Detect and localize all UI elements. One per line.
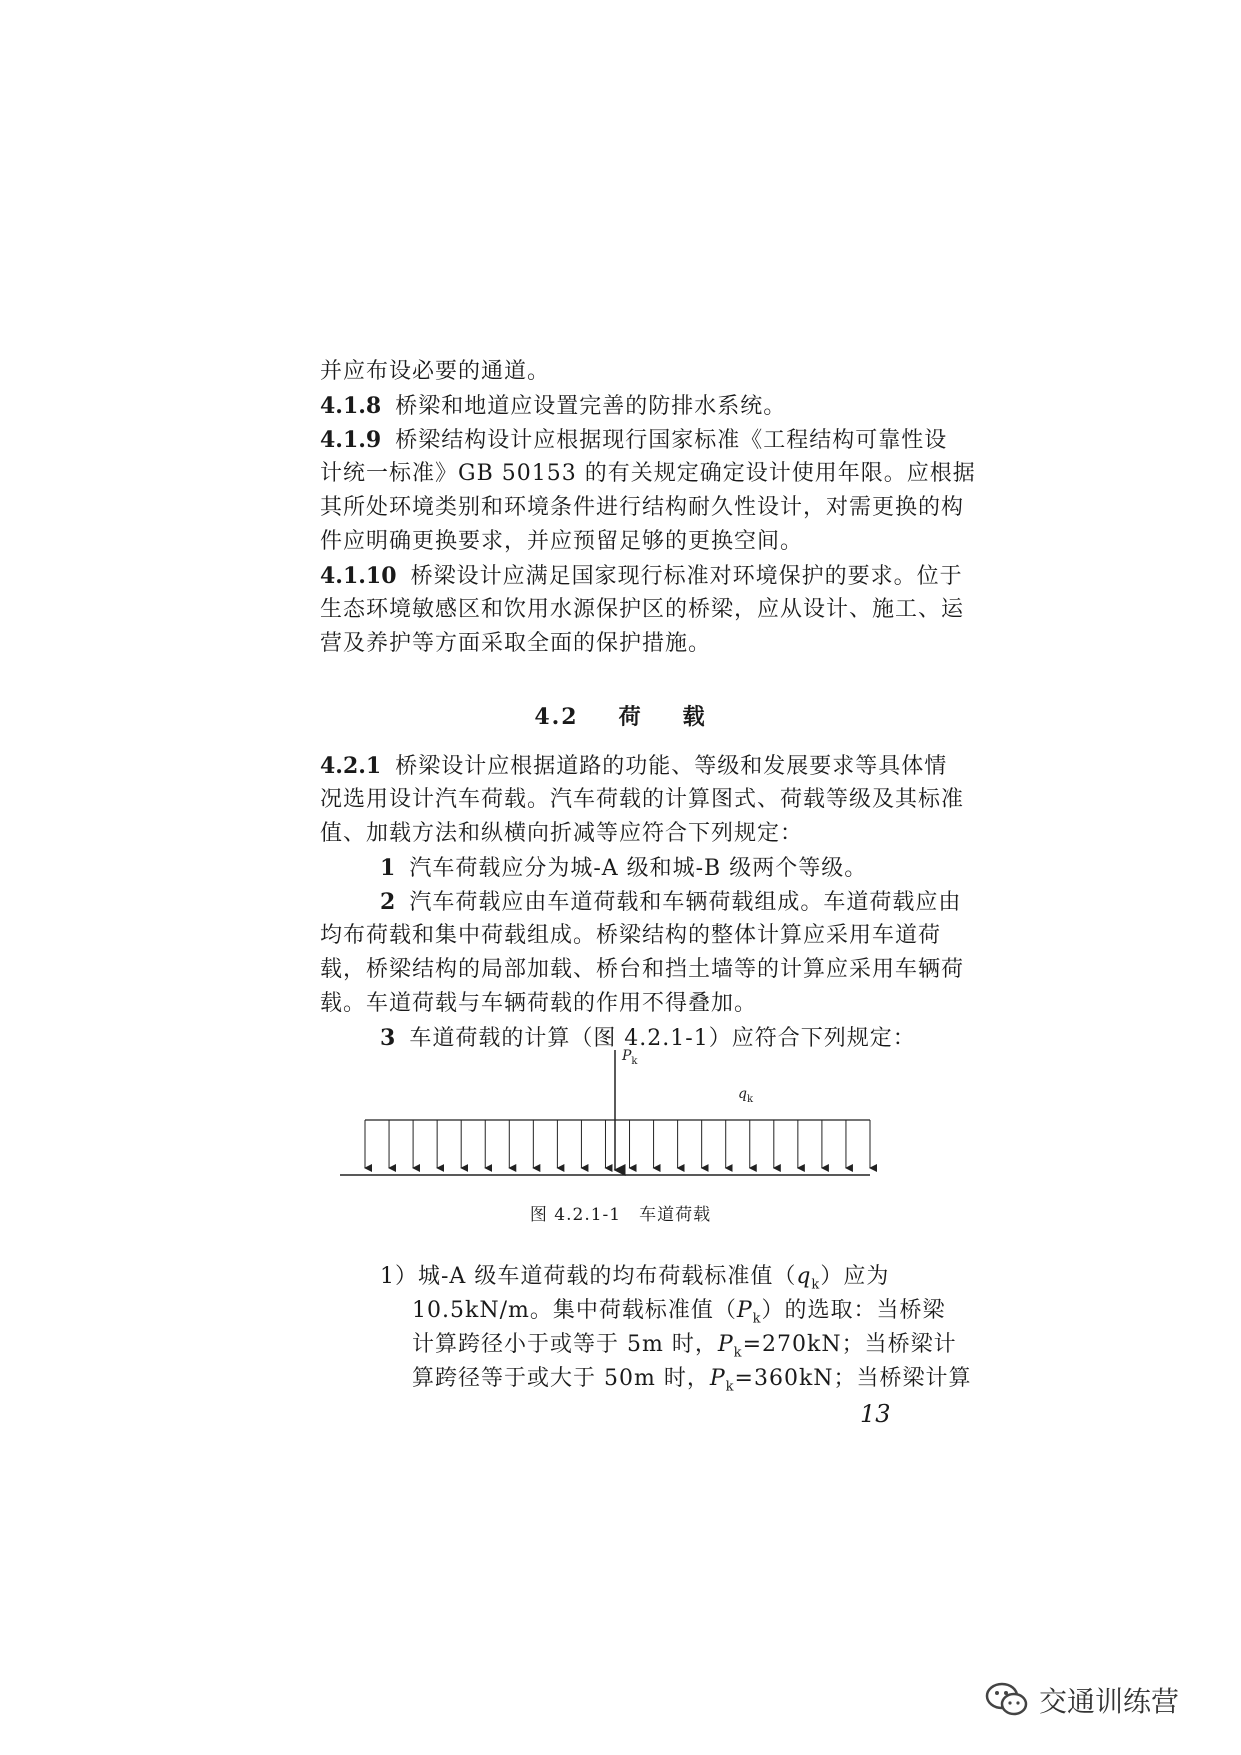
list-item-1	[380, 851, 1000, 886]
item-number: 2	[380, 889, 396, 915]
clause-number: 4.2.1	[320, 753, 382, 779]
text-line: 载，桥梁结构的局部加载、桥台和挡土墙等的计算应采用车辆荷	[320, 957, 965, 982]
clause-4-1-8	[320, 389, 940, 424]
text-line: 载。车道荷载与车辆荷载的作用不得叠加。	[320, 991, 758, 1016]
clause-text: 桥梁设计应根据道路的功能、等级和发展要求等具体情	[395, 754, 948, 779]
text-segment: =270kN；当桥梁计	[742, 1332, 957, 1357]
var-p: P	[717, 1332, 734, 1357]
watermark-text: 交通训练营	[1039, 1685, 1180, 1718]
subscript-k: k	[811, 1277, 821, 1293]
sub-item-text-a: 城-A 级车道荷载的均布荷载标准值（	[418, 1264, 797, 1289]
text-line: 值、加载方法和纵横向折减等应符合下列规定：	[320, 821, 804, 846]
text-segment: 10.5kN/m。集中荷载标准值（	[412, 1298, 737, 1323]
item-text: 车道荷载的计算（图 4.2.1-1）应符合下列规定：	[409, 1026, 916, 1051]
text-line: 计统一标准》GB 50153 的有关规定确定设计使用年限。应根据	[320, 461, 976, 486]
clause-4-1-9	[320, 423, 948, 458]
subscript-k: k	[725, 1379, 735, 1395]
sub-item-number: 1）	[380, 1264, 418, 1289]
text-line: 并应布设必要的通道。	[320, 359, 551, 384]
subscript-k: k	[733, 1345, 743, 1361]
text-segment: ）的选取：当桥梁	[761, 1298, 946, 1323]
text-line: 况选用设计汽车荷载。汽车荷载的计算图式、荷载等级及其标准	[320, 787, 965, 812]
clause-4-1-10	[320, 559, 963, 594]
subscript-k: k	[752, 1311, 762, 1327]
text-line: 其所处环境类别和环境条件进行结构耐久性设计，对需更换的构	[320, 495, 965, 520]
text-line: 生态环境敏感区和饮用水源保护区的桥梁，应从设计、施工、运	[320, 597, 965, 622]
clause-text: 桥梁设计应满足国家现行标准对环境保护的要求。位于	[410, 564, 963, 589]
text-segment: =360kN；当桥梁计算	[734, 1366, 972, 1391]
text-line: 营及养护等方面采取全面的保护措施。	[320, 631, 712, 656]
item-number: 3	[380, 1025, 396, 1051]
list-item-2	[380, 885, 1000, 920]
page-number: 13	[860, 1400, 891, 1428]
wechat-icon	[985, 1682, 1029, 1718]
text-line: 件应明确更换要求，并应预留足够的更换空间。	[320, 529, 804, 554]
section-title-char-2: 载	[682, 704, 707, 730]
item-text: 汽车荷载应由车道荷载和车辆荷载组成。车道荷载应由	[409, 890, 962, 915]
var-q: q	[796, 1264, 812, 1289]
text-segment: 算跨径等于或大于 50m 时，	[412, 1366, 710, 1391]
concentrated-load-label: $P_k$	[622, 1048, 638, 1067]
distributed-load-arrows	[365, 1120, 870, 1168]
clause-text: 桥梁和地道应设置完善的防排水系统。	[395, 394, 787, 419]
text-segment: 计算跨径小于或等于 5m 时，	[412, 1332, 718, 1357]
text-line	[412, 1362, 972, 1404]
clause-4-2-1	[320, 749, 948, 784]
watermark	[985, 1680, 1179, 1720]
item-text: 汽车荷载应分为城-A 级和城-B 级两个等级。	[409, 856, 868, 881]
var-p: P	[736, 1298, 753, 1323]
sub-item-text-b: ）应为	[820, 1264, 890, 1289]
clause-number: 4.1.10	[320, 563, 397, 589]
clause-number: 4.1.8	[320, 393, 382, 419]
section-heading	[0, 700, 1241, 731]
var-p: P	[709, 1366, 726, 1391]
figure-caption: 图 4.2.1-1 车道荷载	[529, 1205, 712, 1225]
distributed-load-label: $q_k$	[738, 1086, 754, 1105]
lane-load-diagram	[340, 1040, 900, 1190]
section-number: 4.2	[534, 704, 579, 730]
clause-number: 4.1.9	[320, 427, 382, 453]
item-number: 1	[380, 855, 396, 881]
clause-text: 桥梁结构设计应根据现行国家标准《工程结构可靠性设	[395, 428, 948, 453]
text-line: 均布荷载和集中荷载组成。桥梁结构的整体计算应采用车道荷	[320, 923, 942, 948]
section-title-char-1: 荷	[618, 704, 643, 730]
